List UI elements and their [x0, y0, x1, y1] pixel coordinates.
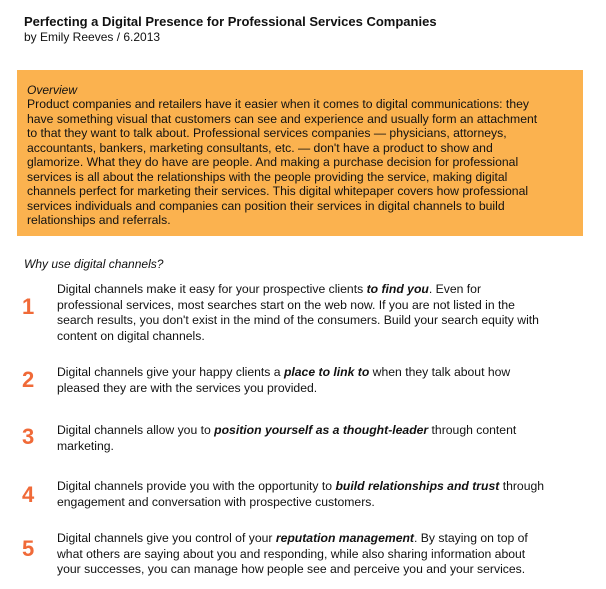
reason-line: search results, you don't exist in the mind of the consumers. Build your search equity with: [57, 313, 539, 328]
reason-line: your successes, you can manage how people see and perceive you and your services.: [57, 562, 526, 577]
reason-line: professional services, most searches start on the web now. If you are not listed in the: [57, 297, 515, 312]
overview-line: accountants, bankers, marketing consultants, etc. — don't have a product to show and: [27, 140, 493, 155]
reason-emphasis: build relationships and trust: [335, 479, 500, 493]
overview-line: services is all about the relationships with the people providing the service, making digital: [27, 169, 508, 184]
reason-number: 4: [22, 482, 35, 507]
author-byline: by Emily Reeves / 6.2013: [24, 30, 161, 44]
reason-line: marketing.: [57, 438, 114, 453]
overview-line: to that they want to talk about. Professional services companies — physicians, attorneys,: [27, 126, 507, 140]
section-heading: Why use digital channels?: [24, 257, 164, 271]
reason-number: 5: [22, 536, 35, 561]
reason-text: [57, 531, 528, 578]
overview-line: glamorize. What they do have are people. And making a purchase decision for professional: [27, 155, 519, 169]
overview-line: relationships and referrals.: [27, 213, 171, 227]
reason-emphasis: to find you: [366, 282, 429, 296]
reason-text-start: Digital channels allow you to: [57, 423, 215, 437]
reason-text-end: through: [499, 479, 545, 493]
reason-text: [57, 479, 544, 510]
reason-number: 2: [22, 367, 35, 392]
reason-text: [57, 282, 539, 345]
reason-emphasis: place to link to: [283, 365, 370, 379]
reason-line: content on digital channels.: [57, 329, 205, 344]
reason-emphasis: position yourself as a thought-leader: [214, 423, 429, 437]
reason-line: what others are saying about you and responding, while also sharing information about: [57, 546, 526, 561]
overview-line: services individuals and companies can position their services in digital channels to build: [27, 198, 505, 213]
overview-box: [17, 70, 583, 236]
reason-number: 3: [22, 424, 35, 449]
reason-line: [57, 365, 510, 381]
reason-line: [57, 479, 544, 495]
reason-text: [57, 365, 510, 396]
reason-text-end: . Even for: [428, 282, 482, 296]
document-title: Perfecting a Digital Presence for Professional Services Companies: [24, 14, 437, 29]
overview-line: have something visual that customers can see and experience and usually form an attachment: [27, 111, 538, 126]
reason-number: 1: [22, 294, 35, 319]
reason-text-start: Digital channels provide you with the opportunity to: [57, 479, 336, 493]
overview-line: channels perfect for marketing their services. This digital whitepaper covers how professional: [27, 184, 529, 198]
reason-line: [57, 531, 528, 547]
reason-text-end: through content: [428, 423, 517, 437]
reason-line: pleased they are with the services you provided.: [57, 380, 318, 395]
reason-text-start: Digital channels give you control of your: [57, 531, 276, 545]
reason-text: [57, 423, 516, 454]
reason-text-end: when they talk about how: [369, 365, 511, 379]
reason-line: [57, 282, 539, 298]
reason-line: engagement and conversation with prospective customers.: [57, 494, 375, 509]
overview-line: Product companies and retailers have it easier when it comes to digital communications: they: [27, 97, 529, 111]
reason-text-start: Digital channels make it easy for your prospective clients: [57, 282, 367, 296]
reason-text-end: . By staying on top of: [413, 531, 528, 545]
reason-emphasis: reputation management: [275, 531, 414, 545]
reason-text-start: Digital channels give your happy clients a: [57, 365, 284, 379]
reason-line: [57, 423, 516, 439]
overview-heading: Overview: [27, 83, 78, 97]
